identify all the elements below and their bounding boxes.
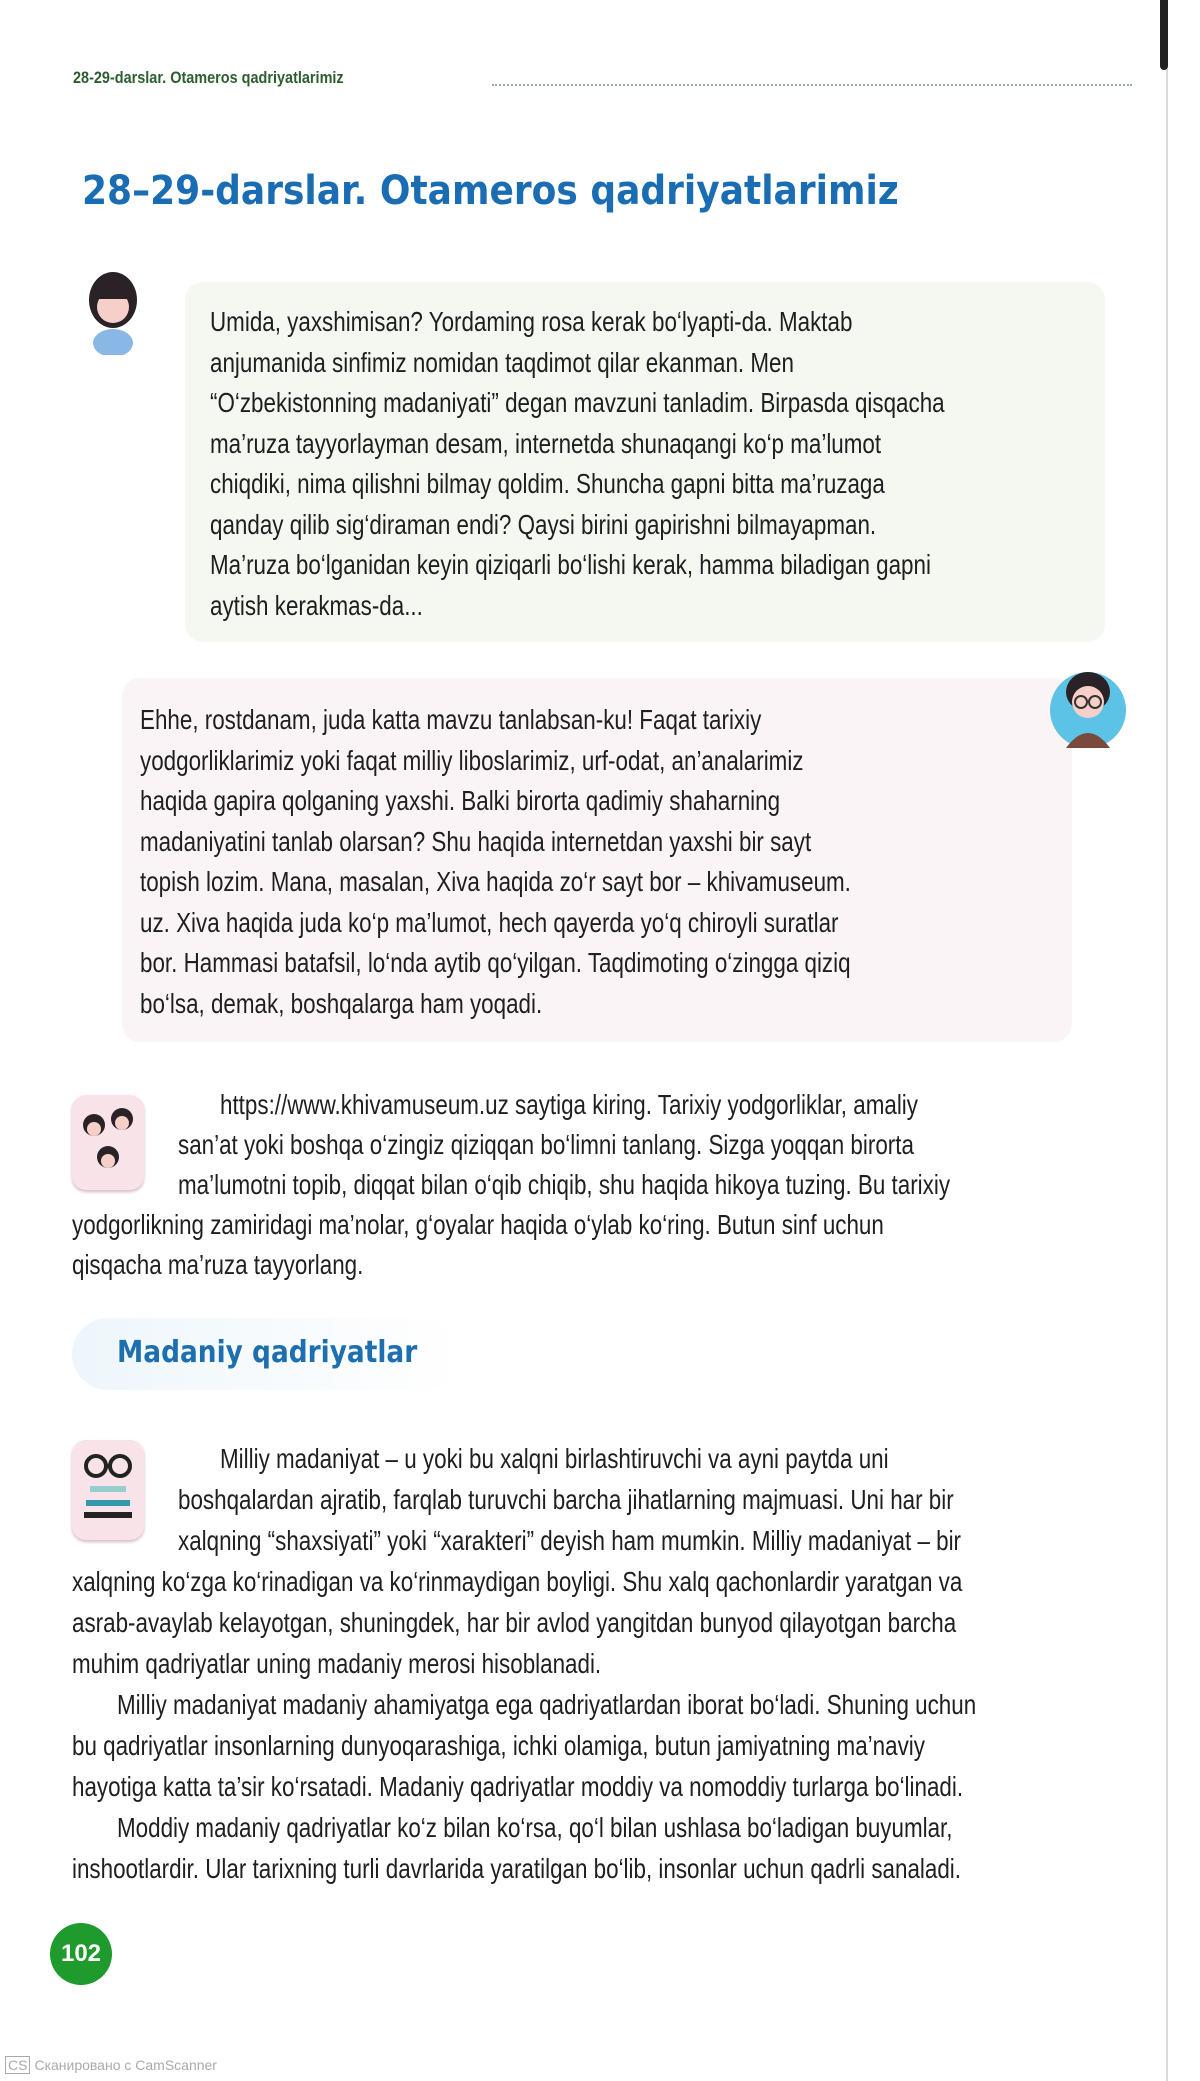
text-line: topish lozim. Mana, masalan, Xiva haqida zo‘r sayt bor – khivamuseum. (140, 866, 851, 897)
book-binding (1160, 0, 1168, 70)
text-line: “O‘zbekistonning madaniyati” degan mavzuni tanladim. Birpasda qisqacha (210, 387, 945, 418)
text-line: yodgorlikning zamiridagi ma’nolar, g‘oyalar haqida o‘ylab ko‘ring. Butun sinf uchun (72, 1209, 884, 1240)
text-line: aytish kerakmas-da... (210, 589, 423, 621)
page-edge (1166, 0, 1168, 2081)
page-number-badge: 102 (50, 1923, 112, 1985)
text-line: asrab-avaylab kelayotgan, shuningdek, har bir avlod yangitdan bunyod qilayotgan barcha (72, 1607, 957, 1638)
watermark-text: Сканировано с CamScanner (34, 2057, 217, 2073)
text-line: inshootlardir. Ular tarixning turli davrlarida yaratilgan bo‘lib, insonlar uchun qadrli sanaladi. (72, 1853, 962, 1884)
camscanner-watermark: CS Сканировано с CamScanner (5, 2056, 217, 2074)
text-line: san’at yoki boshqa o‘zingiz qiziqqan bo‘limni tanlang. Sizga yoqqan birorta (178, 1129, 914, 1160)
text-line: Umida, yaxshimisan? Yordaming rosa kerak bo‘lyapti-da. Maktab (210, 306, 853, 337)
header-dotted-rule (492, 84, 1132, 86)
text-line: xalqning ko‘zga ko‘rinadigan va ko‘rinmaydigan boyligi. Shu xalq qachonlardir yaratgan va (72, 1566, 963, 1597)
text-line: bo‘lsa, demak, boshqalarga ham yoqadi. (140, 987, 543, 1019)
text-line: hayotiga katta ta’sir ko‘rsatadi. Madaniy qadriyatlar moddiy va nomoddiy turlarga bo‘linadi. (72, 1771, 964, 1802)
text-line: yodgorliklarimiz yoki faqat milliy liboslarimiz, urf-odat, an’analarimiz (140, 744, 804, 776)
group-task-icon (72, 1095, 144, 1190)
text-line: chiqdiki, nima qilishni bilmay qoldim. Shuncha gapni bitta ma’ruzaga (210, 468, 885, 499)
text-line: madaniyatini tanlab olarsan? Shu haqida internetdan yaxshi bir sayt (140, 825, 812, 857)
text-line: haqida gapira qolganing yaxshi. Balki birorta qadimiy shaharning (140, 785, 781, 816)
text-line: bor. Hammasi batafsil, lo‘nda aytib qo‘yilgan. Taqdimoting o‘zingga qiziq (140, 947, 851, 978)
section-subheading: Madaniy qadriyatlar (117, 1335, 418, 1370)
text-line: Ehhe, rostdanam, juda katta mavzu tanlabsan-ku! Faqat tarixiy (140, 704, 762, 735)
text-line: Moddiy madaniy qadriyatlar ko‘z bilan ko‘rsa, qo‘l bilan ushlasa bo‘ladigan buyumlar, (117, 1812, 953, 1843)
text-line: Ma’ruza bo‘lganidan keyin qiziqarli bo‘lishi kerak, hamma biladigan gapni (210, 549, 931, 580)
text-line: qanday qilib sig‘diraman endi? Qaysi birini gapirishni bilmayapman. (210, 508, 877, 540)
text-line: ma’ruza tayyorlayman desam, internetda shunaqangi ko‘p ma’lumot (210, 427, 882, 459)
text-line: anjumanida sinfimiz nomidan taqdimot qilar ekanman. Men (210, 346, 794, 378)
text-line: bu qadriyatlar insonlarning dunyoqarashiga, ichki olamiga, butun jamiyatning ma’naviy (72, 1730, 925, 1761)
text-line: muhim qadriyatlar uning madaniy merosi hisoblanadi. (72, 1648, 602, 1679)
girl-avatar-icon (78, 265, 148, 355)
text-line: boshqalardan ajratib, farqlab turuvchi barcha jihatlarning majmuasi. Uni har bir (178, 1484, 954, 1515)
text-line: Milliy madaniyat – u yoki bu xalqni birlashtiruvchi va ayni paytda uni (220, 1443, 889, 1474)
lesson-title: 28–29-darslar. Otameros qadriyatlarimiz (82, 168, 899, 214)
glasses-books-icon (72, 1440, 144, 1540)
text-line: https://www.khivamuseum.uz saytiga kiring. Tarixiy yodgorliklar, amaliy (220, 1089, 918, 1120)
text-line: Milliy madaniyat madaniy ahamiyatga ega qadriyatlardan iborat bo‘ladi. Shuning uchun (117, 1689, 977, 1720)
teacher-avatar-icon (1048, 662, 1128, 754)
text-line: ma’lumotni topib, diqqat bilan o‘qib chiqib, shu haqida hikoya tuzing. Bu tarixiy (178, 1169, 951, 1200)
text-line: uz. Xiva haqida juda ko‘p ma’lumot, hech qayerda yo‘q chiroyli suratlar (140, 906, 839, 938)
text-line: xalqning “shaxsiyati” yoki “xarakteri” deyish ham mumkin. Milliy madaniyat – bir (178, 1525, 962, 1556)
text-line: qisqacha ma’ruza tayyorlang. (72, 1249, 364, 1280)
running-header: 28-29-darslar. Otameros qadriyatlarimiz (73, 68, 344, 87)
